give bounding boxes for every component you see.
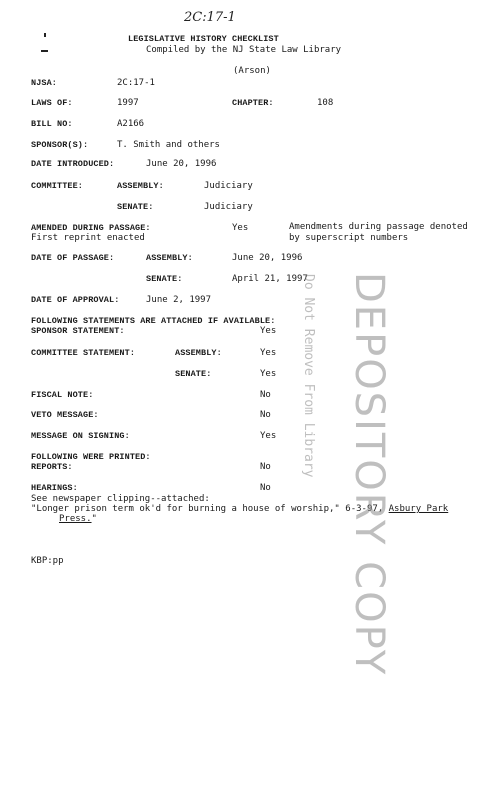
committee-statement-senate-value: Yes — [260, 369, 277, 379]
bill-no-value: A2166 — [117, 119, 145, 129]
stamp-main-text: DEPOSITORY COPY — [346, 272, 392, 677]
reports-value: No — [260, 462, 271, 472]
clipping-source-part2: Press. — [59, 514, 92, 524]
date-of-passage-label: DATE OF PASSAGE: — [31, 253, 115, 263]
committee-statement-assembly-value: Yes — [260, 348, 277, 358]
first-reprint-note: First reprint enacted — [31, 233, 145, 243]
date-of-approval-label: DATE OF APPROVAL: — [31, 295, 120, 305]
sponsors-value: T. Smith and others — [117, 140, 220, 150]
passage-senate-value: April 21, 1997 — [232, 274, 308, 284]
amended-note-line1: Amendments during passage denoted — [289, 222, 468, 232]
clipping-citation-cont — [59, 514, 97, 525]
hearings-value: No — [260, 483, 271, 493]
hearings-label: HEARINGS: — [31, 483, 78, 493]
committee-senate-value: Judiciary — [204, 202, 253, 212]
veto-message-value: No — [260, 410, 271, 420]
veto-message-label: VETO MESSAGE: — [31, 410, 99, 420]
bill-no-label: BILL NO: — [31, 119, 73, 129]
sponsor-statement-label: SPONSOR STATEMENT: — [31, 326, 125, 336]
amended-value: Yes — [232, 223, 249, 233]
handwritten-statute-number: 2C:17-1 — [184, 10, 236, 25]
fiscal-note-value: No — [260, 390, 271, 400]
passage-assembly-label: ASSEMBLY: — [146, 253, 193, 263]
committee-senate-label: SENATE: — [117, 202, 154, 212]
fiscal-note-label: FISCAL NOTE: — [31, 390, 94, 400]
printed-heading: FOLLOWING WERE PRINTED: — [31, 452, 151, 462]
amended-note-line2: by superscript numbers — [289, 233, 409, 243]
laws-of-value: 1997 — [117, 98, 139, 108]
statements-heading: FOLLOWING STATEMENTS ARE ATTACHED IF AVAILABLE: — [31, 316, 276, 326]
committee-assembly-value: Judiciary — [204, 181, 253, 191]
sponsor-statement-value: Yes — [260, 326, 277, 336]
clipping-source-part1: Asbury Park — [388, 504, 449, 514]
njsa-value: 2C:17-1 — [117, 78, 155, 88]
document-topic: (Arson) — [233, 66, 271, 76]
date-of-approval-value: June 2, 1997 — [146, 295, 212, 305]
clipping-end-quote: " — [91, 514, 97, 524]
stamp-sub-text: Do Not Remove From Library — [301, 274, 316, 478]
passage-assembly-value: June 20, 1996 — [232, 253, 303, 263]
committee-assembly-label: ASSEMBLY: — [117, 181, 164, 191]
committee-statement-label: COMMITTEE STATEMENT: — [31, 348, 136, 358]
committee-statement-assembly-label: ASSEMBLY: — [175, 348, 222, 358]
reports-label: REPORTS: — [31, 462, 73, 472]
njsa-label: NJSA: — [31, 78, 58, 88]
amended-label: AMENDED DURING PASSAGE: — [31, 223, 151, 233]
margin-mark — [44, 33, 46, 37]
margin-mark — [41, 50, 48, 52]
sponsors-label: SPONSOR(S): — [31, 140, 89, 150]
passage-senate-label: SENATE: — [146, 274, 183, 284]
laws-of-label: LAWS OF: — [31, 98, 73, 108]
committee-statement-senate-label: SENATE: — [175, 369, 212, 379]
document-title: LEGISLATIVE HISTORY CHECKLIST — [128, 34, 279, 44]
committee-label: COMMITTEE: — [31, 181, 84, 191]
date-introduced-label: DATE INTRODUCED: — [31, 159, 115, 169]
clipping-headline: "Longer prison term ok'd for burning a house of worship," 6-3-97, — [31, 504, 384, 514]
footer-initials: KBP:pp — [31, 556, 64, 566]
clipping-note: See newspaper clipping--attached: — [31, 494, 210, 504]
message-on-signing-label: MESSAGE ON SIGNING: — [31, 431, 130, 441]
chapter-label: CHAPTER: — [232, 98, 274, 108]
chapter-value: 108 — [317, 98, 334, 108]
document-subtitle: Compiled by the NJ State Law Library — [146, 45, 342, 55]
date-introduced-value: June 20, 1996 — [146, 159, 217, 169]
message-on-signing-value: Yes — [260, 431, 277, 441]
